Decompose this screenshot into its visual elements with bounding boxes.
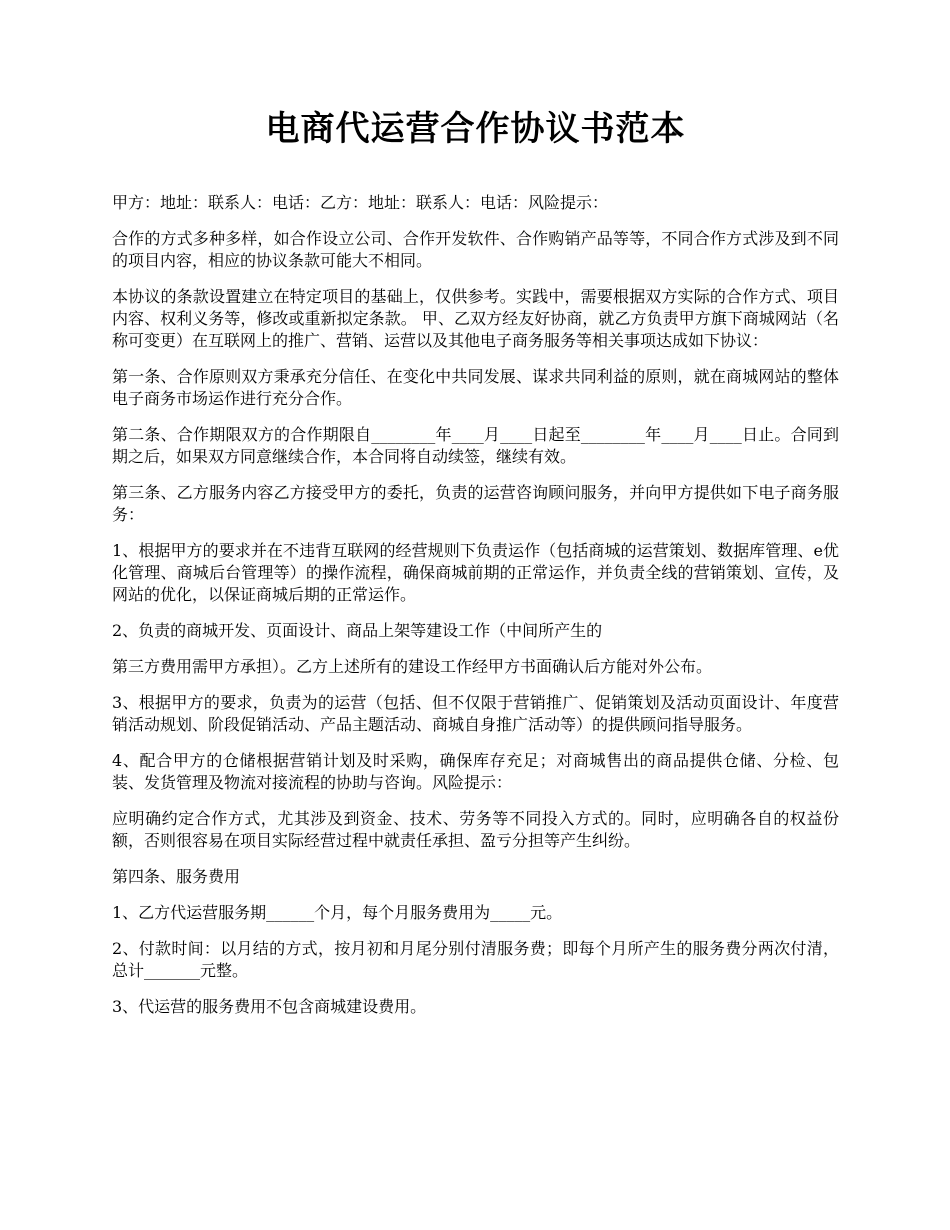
article-4-heading: 第四条、服务费用 — [112, 867, 241, 886]
service-item-2-continuation-paragraph: 第三方费用需甲方承担）。乙方上述所有的建设工作经甲方书面确认后方能对外公布。 — [112, 657, 713, 676]
risk-note-paragraph: 应明确约定合作方式，尤其涉及到资金、技术、劳务等不同投入方式的。同时，应明确各自的权益份额，否则很容易在项目实际经营过程中就责任承担、盈亏分担等产生纠纷。 — [112, 809, 839, 850]
fee-item-3-paragraph: 3、代运营的服务费用不包含商城建设费用。 — [112, 997, 427, 1016]
service-item-1-paragraph: 1、根据甲方的要求并在不违背互联网的经营规则下负责运作（包括商城的运营策划、数据库管理、e优化管理、商城后台管理等）的操作流程，确保商城前期的正常运作，并负责全线的营销策划、宣传，及网站的优化，以保证商城后期的正常运作。 — [112, 541, 839, 604]
article-1-paragraph: 第一条、合作原则双方秉承充分信任、在变化中共同发展、谋求共同利益的原则，就在商城网站的整体电子商务市场运作进行充分合作。 — [112, 367, 839, 408]
service-item-4-paragraph: 4、配合甲方的仓储根据营销计划及时采购，确保库存充足；对商城售出的商品提供仓储、分检、包装、发货管理及物流对接流程的协助与咨询。风险提示： — [112, 751, 839, 792]
fee-item-1-paragraph: 1、乙方代运营服务期______个月，每个月服务费用为_____元。 — [112, 903, 563, 922]
document-title: 电商代运营合作协议书范本 — [265, 109, 686, 149]
article-2-paragraph: 第二条、合作期限双方的合作期限自________年____月____日起至________年____月____日止。合同到期之后，如果双方同意继续合作，本合同将自动续签，继续有效。 — [112, 425, 839, 466]
document-page — [112, 100, 839, 1032]
service-item-2-paragraph: 2、负责的商城开发、页面设计、商品上架等建设工作（中间所产生的 — [112, 621, 603, 640]
agreement-intro-paragraph: 本协议的条款设置建立在特定项目的基础上，仅供参考。实践中，需要根据双方实际的合作方式、项目内容、权利义务等，修改或重新拟定条款。 甲、乙双方经友好协商，就乙方负责甲方旗下商城网站（名称可变更）在互联网上的推广、营销、运营以及其他电子商务服务等相关事项达成如下协议： — [112, 287, 839, 350]
party-info-paragraph: 甲方：地址：联系人：电话：乙方：地址：联系人：电话：风险提示： — [112, 193, 609, 212]
service-item-3-paragraph: 3、根据甲方的要求，负责为的运营（包括、但不仅限于营销推广、促销策划及活动页面设计、年度营销活动规划、阶段促销活动、产品主题活动、商城自身推广活动等）的提供顾问指导服务。 — [112, 693, 839, 734]
article-3-paragraph: 第三条、乙方服务内容乙方接受甲方的委托，负责的运营咨询顾问服务，并向甲方提供如下电子商务服务： — [112, 483, 839, 524]
fee-item-2-paragraph: 2、付款时间：以月结的方式，按月初和月尾分别付清服务费；即每个月所产生的服务费分两次付清，总计_______元整。 — [112, 939, 839, 980]
cooperation-mode-paragraph: 合作的方式多种多样，如合作设立公司、合作开发软件、合作购销产品等等，不同合作方式涉及到不同的项目内容，相应的协议条款可能大不相同。 — [112, 229, 839, 270]
